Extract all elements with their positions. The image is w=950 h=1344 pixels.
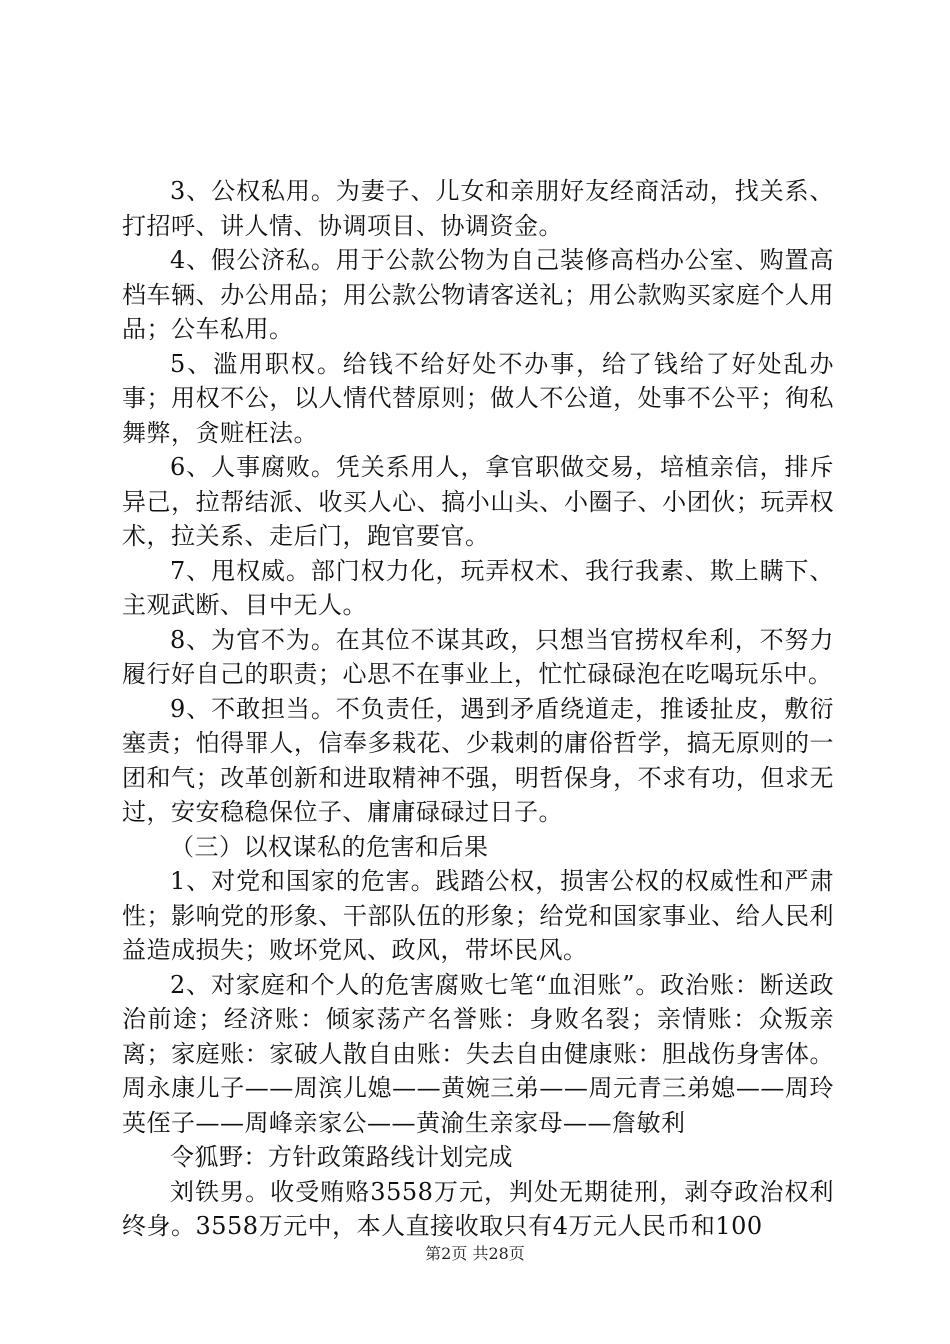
- paragraph-item-8: 8、为官不为。在其位不谋其政，只想当官捞权牟利，不努力履行好自己的职责；心思不在事业上，忙忙碌碌泡在吃喝玩乐中。: [122, 625, 834, 688]
- paragraph-item-6: 6、人事腐败。凭关系用人，拿官职做交易，培植亲信，排斥异己，拉帮结派、收买人心、搞小山头、小圈子、小团伙；玩弄权术，拉关系、走后门，跑官要官。: [122, 453, 834, 550]
- document-body: [122, 174, 834, 1244]
- paragraph-harm-1: 1、对党和国家的危害。践踏公权，损害公权的权威性和严肃性；影响党的形象、干部队伍的形象；给党和国家事业、给人民利益造成损失；败坏党风、政风，带坏民风。: [122, 867, 834, 964]
- paragraph-harm-2: 2、对家庭和个人的危害腐败七笔“血泪账”。政治账：断送政治前途；经济账：倾家荡产名誉账：身败名裂；亲情账：众叛亲离；家庭账：家破人散自由账：失去自由健康账：胆战伤身害体。周永康儿子——周滨儿媳——黄婉三弟——周元青三弟媳——周玲英侄子——周峰亲家公——黄渝生亲家母——詹敏利: [122, 970, 834, 1137]
- paragraph-item-5: 5、滥用职权。给钱不给好处不办事，给了钱给了好处乱办事；用权不公，以人情代替原则；做人不公道，处事不公平；徇私舞弊，贪赃枉法。: [122, 349, 834, 447]
- paragraph-item-9: 9、不敢担当。不负责任，遇到矛盾绕道走，推诿扯皮，敷衍塞责；怕得罪人，信奉多栽花、少栽刺的庸俗哲学，搞无原则的一团和气；改革创新和进取精神不强，明哲保身，不求有功，但求无过，安安稳稳保位子、庸庸碌碌过日子。: [122, 694, 834, 826]
- paragraph-item-4: 4、假公济私。用于公款公物为自己装修高档办公室、购置高档车辆、办公用品；用公款公物请客送礼；用公款购买家庭个人用品；公车私用。: [122, 246, 834, 343]
- paragraph-linghu: 令狐野：方针政策路线计划完成: [170, 1143, 513, 1171]
- paragraph-item-7: 7、甩权威。部门权力化，玩弄权术、我行我素、欺上瞒下、主观武断、目中无人。: [122, 556, 834, 619]
- paragraph-item-3: 3、公权私用。为妻子、儿女和亲朋好友经商活动，找关系、打招呼、讲人情、协调项目、协调资金。: [122, 177, 834, 240]
- paragraph-liu: 刘铁男。收受贿赂3558万元，判处无期徒刑，剥夺政治权利终身。3558万元中，本人直接收取只有4万元人民币和100: [122, 1177, 834, 1240]
- section-heading: （三）以权谋私的危害和后果: [170, 832, 489, 861]
- page-number-footer: 第2页 共28页: [425, 1244, 525, 1263]
